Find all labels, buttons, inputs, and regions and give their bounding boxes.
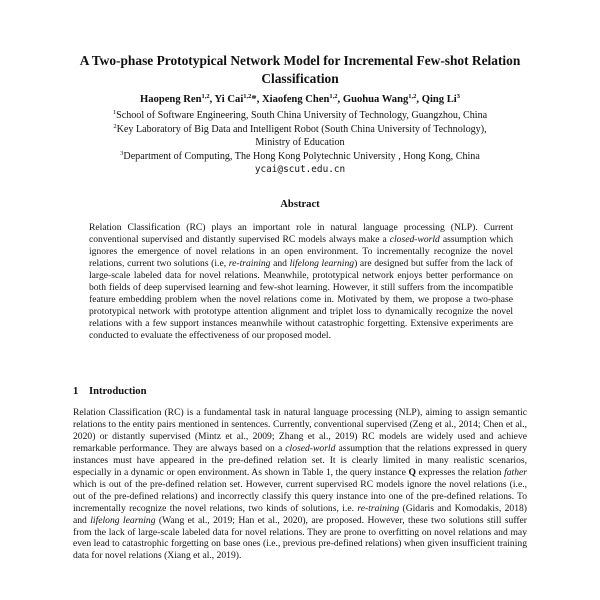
affiliation-line: $^2$Key Laboratory of Big Data and Intelligent Robot (South China University of Technology), bbox=[113, 122, 487, 135]
abstract-body: Relation Classification (RC) plays an important role in natural language processing (NLP). Current conventional supervised and distantly supervised RC models always make a closed-world assumption which ignores the emergence of novel relations in an open environment. To incrementally recognize the novel relations, current two solutions (i.e, re-training and lifelong learning) are designed but suffer from the lack of large-scale labeled data for novel relations. Meanwhile, prototypical network enjoys better performance on both fields of deep supervised learning and few-shot learning. However, it still suffers from the incompatible feature embedding problem when the novel relations come in. Motivated by them, we propose a two-phase prototypical network with prototype attention alignment and triplet loss to dynamically recognize the novel relations with a few support instances meanwhile without catastrophic forgetting. Extensive experiments are conducted to evaluate the effectiveness of our proposed model. bbox=[89, 222, 514, 341]
abstract-heading: Abstract bbox=[280, 199, 320, 210]
affiliations bbox=[40, 109, 560, 177]
author: Yi Cai$^{1,2}$*, bbox=[214, 93, 263, 105]
affiliation-line: Ministry of Education bbox=[255, 137, 345, 149]
author: Haopeng Ren$^{1,2}$, bbox=[140, 93, 215, 105]
affiliation-line: $^3$Department of Computing, The Hong Kong Polytechnic University , Hong Kong, China bbox=[120, 149, 480, 162]
author: Xiaofeng Chen$^{1,2}$, bbox=[262, 93, 343, 105]
author: Guohua Wang$^{1,2}$, bbox=[342, 93, 422, 105]
author-list bbox=[40, 93, 560, 106]
introduction-body: Relation Classification (RC) is a fundamental task in natural language processing (NLP), aiming to assign semantic relations to the entity pairs mentioned in sentences. Currently, conventional supervised (Zeng et al., 2014; Chen et al., 2020) or distantly supervised (Mintz et al., 2009; Zhang et al., 2019) RC models are widely used and achieve remarkable performance. They are always based on a closed-world assumption that the relations expressed in query instances must have appeared in the pre-defined relation set. It is clearly limited in many realistic scenarios, especially in a dynamic or open environment. As shown in Table 1, the query instance Q expresses the relation father which is out of the pre-defined relation set. However, current supervised RC models ignore the novel relations (i.e., out of the pre-defined relations) and incorrectly classify this query instance into one of the pre-defined relations. To incrementally recognize the novel relations, two kinds of solutions, i.e. re-training (Gidaris and Komodakis, 2018) and lifelong learning (Wang et al., 2019; Han et al., 2020), are proposed. However, these two solutions still suffer from the lack of large-scale labeled data for novel relations. They are prone to overfitting on novel relations and may even lead to catastrophic forgetting on base ones (i.e., previous pre-defined relations) when given insufficient training data for novel relations (Xiang et al., 2019). bbox=[73, 407, 528, 562]
affiliation-line: $^1$School of Software Engineering, South China University of Technology, Guangzhou, China bbox=[112, 109, 488, 121]
corresponding-email[interactable]: ycai@scut.edu.cn bbox=[254, 164, 346, 176]
section-heading-introduction: 1 Introduction bbox=[73, 386, 147, 397]
paper-title: A Two-phase Prototypical Network Model for Incremental Few-shot Relation Classification bbox=[79, 53, 521, 86]
author: Qing Li$^3$ bbox=[421, 93, 460, 105]
